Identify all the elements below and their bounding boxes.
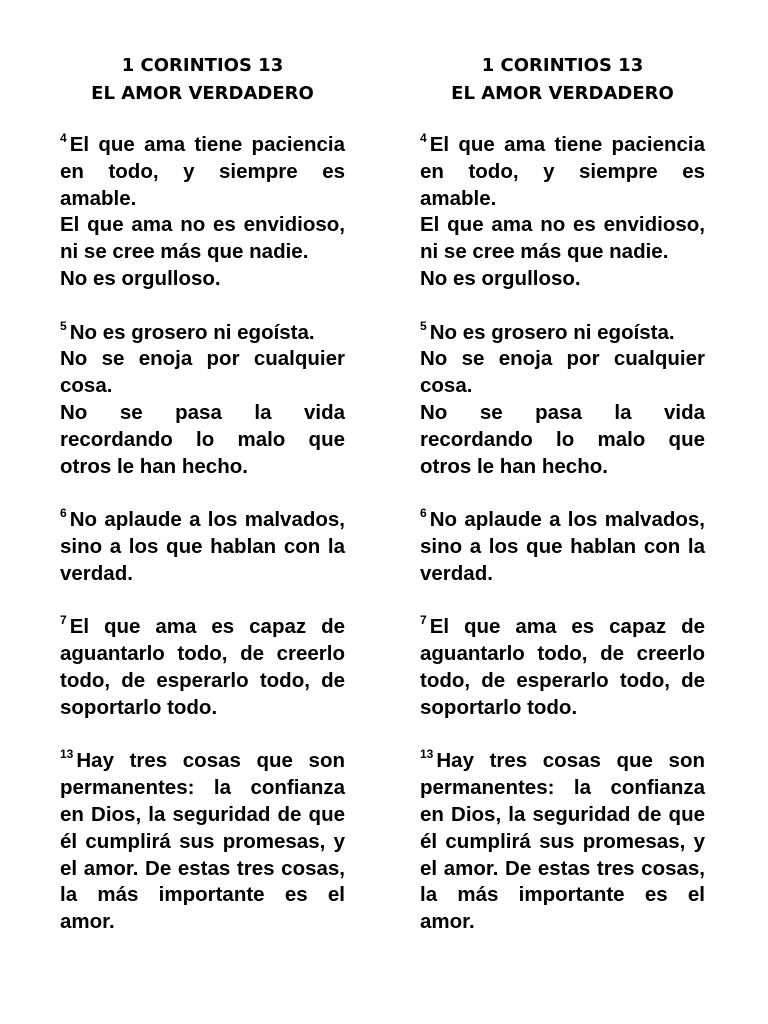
verse-line: El que ama no es envidioso, ni se cree más que nadie.: [420, 213, 705, 264]
verse-text: El que ama es capaz de aguantarlo todo, de creerlo todo, de esperarlo todo, de soportarlo todo.: [420, 615, 705, 719]
verse-number: 7: [60, 613, 67, 628]
verse-line: [60, 748, 345, 936]
verse-line: [60, 507, 345, 587]
verse-number: 13: [420, 747, 434, 762]
verse-line: [420, 614, 705, 721]
verse-6: [420, 507, 705, 587]
verse-text: El que ama es capaz de aguantarlo todo, de creerlo todo, de esperarlo todo, de soportarlo todo.: [60, 615, 345, 719]
title-line-1: 1 CORINTIOS 13: [481, 55, 644, 76]
verse-text: No aplaude a los malvados, sino a los que hablan con la verdad.: [420, 508, 705, 585]
verse-text: Hay tres cosas que son permanentes: la confianza en Dios, la seguridad de que él cumplirá sus promesas, y el amor. De estas tres cosas, la más importante es el amor.: [420, 749, 705, 934]
verse-number: 7: [420, 613, 427, 628]
left-column: [60, 52, 345, 963]
verse-line: No es orgulloso.: [420, 266, 581, 290]
right-column: [420, 52, 705, 963]
verse-7: [60, 614, 345, 721]
verse-text: No es grosero ni egoísta.: [429, 320, 675, 344]
verse-4: [60, 132, 345, 293]
verse-4: [420, 132, 705, 293]
verse-13: [60, 748, 345, 936]
verse-line: No se pasa la vida recordando lo malo que otros le han hecho.: [60, 400, 345, 478]
verse-line: [420, 320, 705, 347]
verse-5: [60, 320, 345, 481]
verse-number: 13: [60, 747, 74, 762]
verse-number: 4: [420, 131, 427, 145]
verse-text: Hay tres cosas que son permanentes: la confianza en Dios, la seguridad de que él cumplirá sus promesas, y el amor. De estas tres cosas, la más importante es el amor.: [60, 749, 345, 934]
title-line-2: EL AMOR VERDADERO: [91, 83, 314, 104]
verse-line: No se pasa la vida recordando lo malo que otros le han hecho.: [420, 400, 705, 478]
verse-text: El que ama tiene paciencia en todo, y siempre es amable.: [60, 133, 345, 210]
verse-line: No se enoja por cualquier cosa.: [420, 347, 705, 398]
verse-line: [60, 320, 345, 347]
verse-7: [420, 614, 705, 721]
verse-number: 6: [420, 506, 427, 521]
verse-line: [60, 614, 345, 721]
verse-5: [420, 320, 705, 481]
page-title: [60, 52, 345, 108]
verse-line: [420, 748, 705, 936]
verse-text: No es grosero ni egoísta.: [69, 320, 315, 344]
verse-line: [60, 132, 345, 212]
verse-number: 6: [60, 506, 67, 521]
page-title: [420, 52, 705, 108]
verse-number: 5: [60, 318, 67, 333]
verse-number: 5: [420, 318, 427, 333]
verse-line: [420, 132, 705, 212]
verse-number: 4: [60, 131, 67, 145]
verse-6: [60, 507, 345, 587]
title-line-1: 1 CORINTIOS 13: [121, 55, 284, 76]
verse-line: [420, 507, 705, 587]
verse-line: No es orgulloso.: [60, 266, 221, 290]
verse-13: [420, 748, 705, 936]
verse-line: El que ama no es envidioso, ni se cree más que nadie.: [60, 213, 345, 264]
title-line-2: EL AMOR VERDADERO: [451, 83, 674, 104]
verse-text: El que ama tiene paciencia en todo, y siempre es amable.: [420, 133, 705, 210]
verse-text: No aplaude a los malvados, sino a los que hablan con la verdad.: [60, 508, 345, 585]
verse-line: No se enoja por cualquier cosa.: [60, 347, 345, 398]
